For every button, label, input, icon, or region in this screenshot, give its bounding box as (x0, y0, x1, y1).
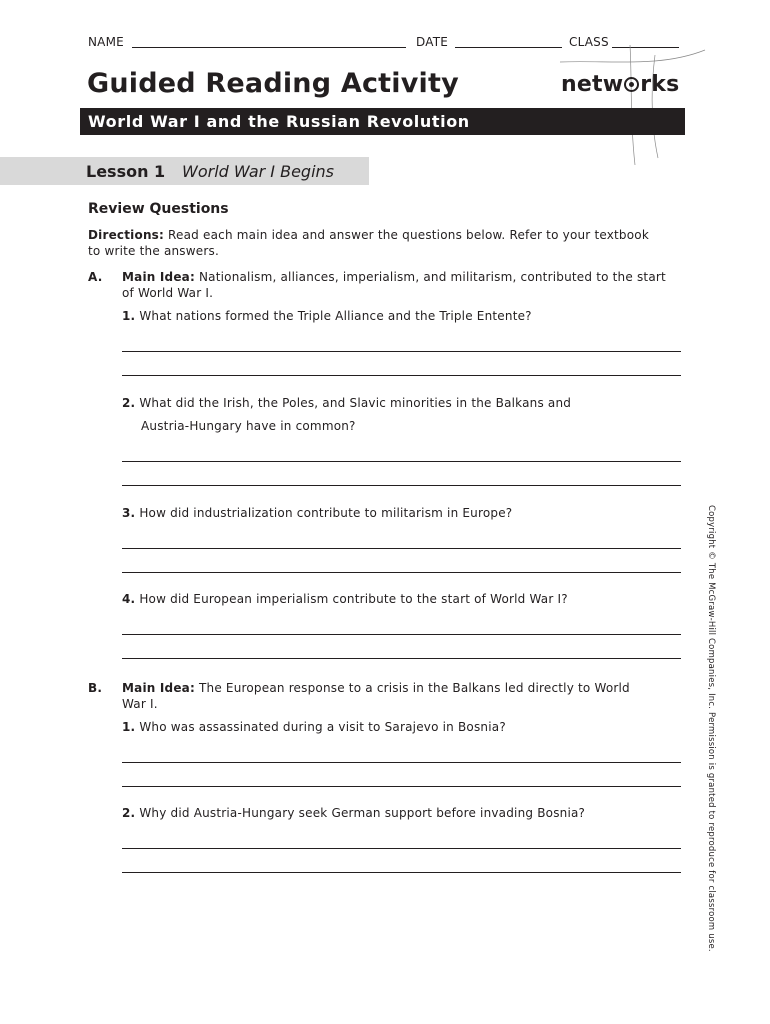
question-number: 2. (122, 396, 136, 410)
brand-text-part2: rks (640, 72, 680, 97)
main-idea-b (122, 680, 692, 712)
question-text: How did industrialization contribute to militarism in Europe? (139, 506, 513, 520)
section-letter-a: A. (88, 270, 103, 284)
brand-logo (561, 72, 679, 97)
directions-text-1: Read each main idea and answer the questions below. Refer to your textbook (168, 228, 649, 242)
question-a2 (122, 395, 571, 411)
question-text: Why did Austria-Hungary seek German support before invading Bosnia? (139, 806, 586, 820)
class-label: CLASS (569, 35, 609, 49)
main-idea-text-2: of World War I. (122, 286, 214, 300)
question-number: 3. (122, 506, 136, 520)
question-text: What nations formed the Triple Alliance and the Triple Entente? (139, 309, 532, 323)
main-idea-label: Main Idea: (122, 270, 195, 284)
main-idea-text-1: Nationalism, alliances, imperialism, and militarism, contributed to the start (198, 270, 666, 284)
main-idea-text-2: War I. (122, 697, 158, 711)
date-label: DATE (416, 35, 449, 49)
main-idea-label: Main Idea: (122, 681, 195, 695)
question-number: 1. (122, 720, 136, 734)
section-letter-b: B. (88, 681, 103, 695)
answer-line[interactable] (122, 572, 681, 573)
answer-line[interactable] (122, 485, 681, 486)
chapter-title: World War I and the Russian Revolution (88, 112, 470, 131)
question-text: How did European imperialism contribute to the start of World War I? (139, 592, 568, 606)
decorative-swoosh-lines (540, 40, 710, 170)
globe-o-icon (624, 77, 639, 92)
answer-line[interactable] (122, 872, 681, 873)
question-a1 (122, 308, 532, 324)
lesson-label: Lesson 1 (86, 162, 166, 181)
directions-text-2: to write the answers. (88, 244, 219, 258)
directions (88, 227, 688, 259)
name-label: NAME (88, 35, 124, 49)
answer-line[interactable] (122, 375, 681, 376)
question-text-continued: Austria-Hungary have in common? (141, 419, 356, 433)
question-text: What did the Irish, the Poles, and Slavic minorities in the Balkans and (139, 396, 572, 410)
answer-line[interactable] (122, 762, 681, 763)
section-heading: Review Questions (88, 201, 229, 217)
copyright-notice: Copyright © The McGraw-Hill Companies, Inc. Permission is granted to reproduce for classroom use. (706, 505, 716, 952)
lesson-name: World War I Begins (182, 162, 334, 181)
answer-line[interactable] (122, 658, 681, 659)
question-b1 (122, 719, 506, 735)
question-number: 1. (122, 309, 136, 323)
answer-line[interactable] (122, 848, 681, 849)
answer-line[interactable] (122, 351, 681, 352)
answer-line[interactable] (122, 461, 681, 462)
question-a3 (122, 505, 512, 521)
main-idea-a (122, 269, 692, 301)
question-number: 4. (122, 592, 136, 606)
question-number: 2. (122, 806, 136, 820)
name-field[interactable] (132, 47, 406, 48)
main-idea-text-1: The European response to a crisis in the Balkans led directly to World (198, 681, 630, 695)
question-a4 (122, 591, 568, 607)
question-b2 (122, 805, 585, 821)
answer-line[interactable] (122, 786, 681, 787)
activity-title: Guided Reading Activity (87, 68, 459, 99)
directions-label: Directions: (88, 228, 165, 242)
brand-text-part1: netw (561, 72, 624, 97)
answer-line[interactable] (122, 634, 681, 635)
question-text: Who was assassinated during a visit to Sarajevo in Bosnia? (139, 720, 506, 734)
answer-line[interactable] (122, 548, 681, 549)
